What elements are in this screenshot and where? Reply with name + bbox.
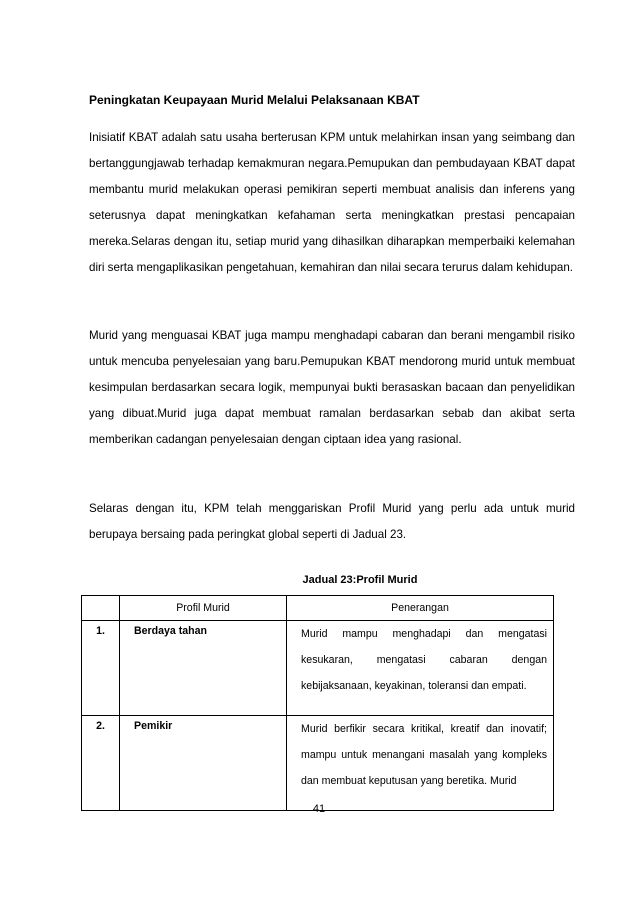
header-profile: Profil Murid (120, 596, 287, 621)
row-description: Murid mampu menghadapi dan mengatasi kesukaran, mengatasi cabaran dengan kebijaksanaan, keyakinan, toleransi dan empati. (287, 621, 554, 716)
row-number: 2. (82, 716, 120, 811)
header-description: Penerangan (287, 596, 554, 621)
row-description: Murid berfikir secara kritikal, kreatif dan inovatif; mampu untuk menangani masalah yang kompleks dan membuat keputusan yang beretika. Murid (287, 716, 554, 811)
paragraph-1: Inisiatif KBAT adalah satu usaha berterusan KPM untuk melahirkan insan yang seimbang dan bertanggungjawab terhadap kemakmuran negara.Pemupukan dan pembudayaan KBAT dapat membantu murid melakukan operasi pemikiran seperti membuat analisis dan inferens yang seterusnya dapat meningkatkan kefahaman serta meningkatkan prestasi pencapaian mereka.Selaras dengan itu, setiap murid yang dihasilkan diharapkan memperbaiki kelemahan diri serta mengaplikasikan pengetahuan, kemahiran dan nilai secara terurus dalam kehidupan. (89, 131, 575, 274)
header-no (82, 596, 120, 621)
page-number: 41 (312, 803, 326, 815)
section-heading: Peningkatan Keupayaan Murid Melalui Pelaksanaan KBAT (89, 93, 420, 107)
table-caption: Jadual 23:Profil Murid (302, 574, 418, 586)
table-header-row (82, 596, 554, 621)
paragraph-2: Murid yang menguasai KBAT juga mampu menghadapi cabaran dan berani mengambil risiko untuk mencuba penyelesaian yang baru.Pemupukan KBAT mendorong murid untuk membuat kesimpulan berdasarkan secara logik, mempunyai bukti berasaskan bacaan dan penyelidikan yang dibuat.Murid juga dapat membuat ramalan berdasarkan sebab dan akibat serta memberikan cadangan penyelesaian dengan ciptaan idea yang rasional. (89, 329, 575, 446)
row-profile: Berdaya tahan (120, 621, 287, 716)
table-row (82, 716, 554, 811)
row-profile: Pemikir (120, 716, 287, 811)
row-number: 1. (82, 621, 120, 716)
table-row (82, 621, 554, 716)
profile-table (81, 595, 554, 811)
paragraph-3: Selaras dengan itu, KPM telah menggariskan Profil Murid yang perlu ada untuk murid berupaya bersaing pada peringkat global seperti di Jadual 23. (89, 502, 575, 541)
